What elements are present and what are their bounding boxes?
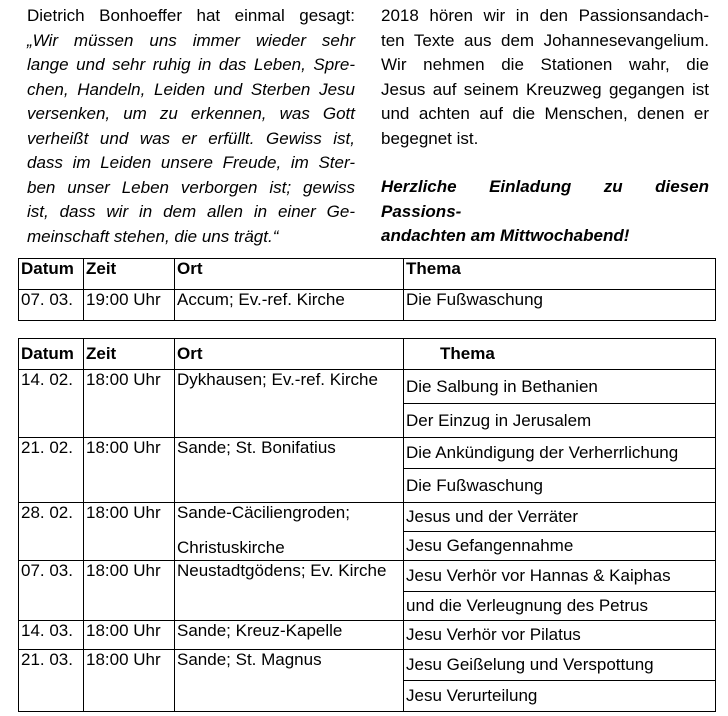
cell-place: Accum; Ev.-ref. Kirche bbox=[175, 290, 404, 321]
intro-right-line: Wir nehmen die Stationen wahr, die bbox=[381, 55, 709, 74]
cell-place: Dykhausen; Ev.-ref. Kirche bbox=[175, 370, 404, 438]
quote-line: meinschaft stehen, die uns trägt.“ bbox=[27, 226, 279, 246]
table-row bbox=[19, 621, 716, 650]
table-row bbox=[19, 561, 716, 592]
cell-time: 19:00 Uhr bbox=[84, 290, 175, 321]
header-thema: Thema bbox=[404, 339, 716, 370]
cell-date: 07. 03. bbox=[19, 561, 84, 621]
table-header-row bbox=[19, 339, 716, 370]
intro-left-column bbox=[27, 4, 355, 249]
cell-date: 07. 03. bbox=[19, 290, 84, 321]
header-ort: Ort bbox=[175, 259, 404, 290]
cell-topic: Die Ankündigung der Verherrlichung bbox=[404, 438, 716, 469]
quote-line: lange und sehr ruhig in das Leben, Spre- bbox=[27, 55, 355, 74]
cell-topic: Die Salbung in Bethanien bbox=[404, 370, 716, 404]
table-row bbox=[19, 503, 716, 532]
header-ort: Ort bbox=[175, 339, 404, 370]
intro-right-line: ten Texte aus dem Johannesevangelium. bbox=[381, 30, 709, 50]
quote-line: versenken, um zu erkennen, was Gott bbox=[27, 104, 355, 123]
cell-time: 18:00 Uhr bbox=[84, 438, 175, 503]
cell-time: 18:00 Uhr bbox=[84, 370, 175, 438]
cell-topic: Jesu Verhör vor Pilatus bbox=[404, 621, 716, 650]
cell-topic: Die Fußwaschung bbox=[404, 290, 716, 321]
table-header-row bbox=[19, 259, 716, 290]
cell-topic: Jesu Geißelung und Verspottung bbox=[404, 650, 716, 681]
cell-topic: Jesus und der Verräter bbox=[404, 503, 716, 532]
cell-topic: Der Einzug in Jerusalem bbox=[404, 404, 716, 438]
table-row bbox=[19, 370, 716, 404]
cell-topic: Jesu Gefangennahme bbox=[404, 532, 716, 561]
invitation-text bbox=[381, 175, 709, 249]
cell-date: 21. 03. bbox=[19, 650, 84, 712]
schedule-table-main bbox=[18, 338, 716, 712]
intro-left-line: Dietrich Bonhoeffer hat einmal gesagt: bbox=[27, 6, 355, 25]
header-zeit: Zeit bbox=[84, 259, 175, 290]
quote-line: ist, dass wir in dem allen in einer Ge- bbox=[27, 202, 355, 221]
quote-line: „Wir müssen uns immer wieder sehr bbox=[27, 30, 355, 50]
invitation-line: andachten am Mittwochabend! bbox=[381, 226, 630, 245]
cell-time: 18:00 Uhr bbox=[84, 503, 175, 561]
cell-date: 28. 02. bbox=[19, 503, 84, 561]
cell-topic: und die Verleugnung des Petrus bbox=[404, 592, 716, 621]
intro-right-line: begegnet ist. bbox=[381, 128, 479, 148]
schedule-table-accum bbox=[18, 258, 716, 321]
place-line: Sande-Cäciliengroden; bbox=[177, 503, 350, 522]
cell-place: Sande; St. Bonifatius bbox=[175, 438, 404, 503]
quote-line: dass im Leiden unsere Freude, im Ster- bbox=[27, 153, 355, 172]
table-row bbox=[19, 438, 716, 469]
intro-right-line: 2018 hören wir in den Passionsandach- bbox=[381, 6, 709, 25]
quote-line: verheißt und was er erfüllt. Gewiss ist, bbox=[27, 128, 355, 148]
header-zeit: Zeit bbox=[84, 339, 175, 370]
cell-time: 18:00 Uhr bbox=[84, 561, 175, 621]
cell-topic: Die Fußwaschung bbox=[404, 469, 716, 503]
quote-line: ben unser Leben verborgen ist; gewiss bbox=[27, 177, 355, 197]
header-thema: Thema bbox=[404, 259, 716, 290]
header-datum: Datum bbox=[19, 259, 84, 290]
table-row bbox=[19, 290, 716, 321]
intro-right-line: und achten auf die Menschen, denen er bbox=[381, 104, 709, 123]
intro-right-line: Jesus auf seinem Kreuzweg gegangen ist bbox=[381, 79, 709, 99]
table-row bbox=[19, 650, 716, 681]
cell-time: 18:00 Uhr bbox=[84, 650, 175, 712]
cell-date: 14. 03. bbox=[19, 621, 84, 650]
cell-place: Sande; St. Magnus bbox=[175, 650, 404, 712]
cell-place: Sande; Kreuz-Kapelle bbox=[175, 621, 404, 650]
cell-time: 18:00 Uhr bbox=[84, 621, 175, 650]
cell-place: Neustadtgödens; Ev. Kirche bbox=[175, 561, 404, 621]
quote-line: chen, Handeln, Leiden und Sterben Jesu bbox=[27, 79, 355, 99]
cell-date: 21. 02. bbox=[19, 438, 84, 503]
invitation-line: Herzliche Einladung zu diesen Passions- bbox=[381, 177, 709, 221]
cell-topic: Jesu Verhör vor Hannas & Kaiphas bbox=[404, 561, 716, 592]
place-line: Christuskirche bbox=[177, 538, 285, 557]
header-datum: Datum bbox=[19, 339, 84, 370]
cell-date: 14. 02. bbox=[19, 370, 84, 438]
intro-right-column bbox=[381, 4, 709, 249]
cell-topic: Jesu Verurteilung bbox=[404, 681, 716, 712]
cell-place bbox=[175, 503, 404, 561]
